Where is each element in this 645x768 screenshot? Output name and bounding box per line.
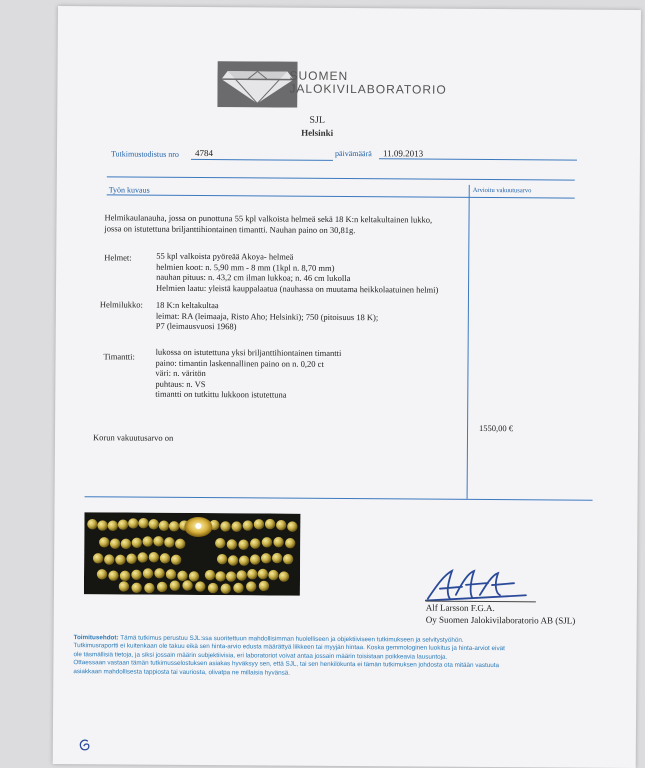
lukko-line: P7 (leimausvuosi 1968) [155,320,237,332]
handwritten-mark-icon [77,738,93,752]
pearl [238,539,248,549]
pearl [259,581,269,591]
pearl [226,571,236,581]
pearl [144,583,154,593]
pearl [159,521,169,531]
lab-abbrev: SJL [309,114,326,126]
pearl [262,537,272,547]
pearl [246,581,256,591]
description-line: jossa on istutettuna briljanttihiontainen timantti. Nauhan paino on 30,81g. [104,222,356,235]
pearl [261,553,271,563]
pearl [215,571,225,581]
logo-line1: SUOMEN [289,68,349,84]
helmet-details [156,251,439,295]
insurance-value-amount: 1550,00 € [479,422,514,434]
pearl [119,581,129,591]
pearl [258,569,268,579]
signer-name: Alf Larsson F.G.A. [425,602,495,614]
pearl [177,571,187,581]
pearl [217,554,227,564]
pearl [189,571,199,581]
lukko-line: leimat: RA (leimaaja, Risto Aho; Helsinki); 750 (pitoisuus 18 K); [155,310,379,322]
pearl [110,538,120,548]
pearl [220,521,230,531]
pearl [279,571,289,581]
pearl [254,519,264,529]
terms-text: Tämä tutkimus perustuu SJL:ssa suoritettuun mahdollisimman huolelliseen ja objektiiviseen tutkimukseen ja selvitystyöhön. [120,634,464,644]
timantti-line: puhtaus: n. VS [155,378,206,389]
pearl [115,555,125,565]
pearl [128,518,138,528]
pearl [153,536,163,546]
cert-number-underline [191,159,333,161]
pearl [221,583,231,593]
pearl [169,521,179,531]
sjl-logo [217,61,517,109]
pearl [195,581,205,591]
item-description [104,212,432,235]
pearl [287,521,297,531]
pearl [99,537,109,547]
pearl [97,569,107,579]
terms-block [73,634,633,680]
pearl-necklace-image [84,512,301,596]
pearl [205,570,215,580]
pearl [243,520,253,530]
pearl [215,538,225,548]
pearl [250,538,260,548]
pearl [138,518,148,528]
pearl [182,580,192,590]
pearl [171,555,181,565]
pearl [142,536,152,546]
pearl [233,583,243,593]
pearl [231,521,241,531]
pearl [121,539,131,549]
lukko-line: 18 K:n keltakultaa [155,299,219,311]
terms-label: Toimitusehdot: [73,634,119,642]
col-header-description: Työn kuvaus [108,185,150,195]
pearl [126,554,136,564]
pearl [93,553,103,563]
pearl [104,554,114,564]
pearl [164,537,174,547]
terms-line: Tutkimusraportti ei kuitenkaan ole takuu eikä sen hinta-arvio edusta määrättyä liikkeen tai myyjän hintaa. Koska gemmologinen luokitus ja hinta-arviot eivät [73,642,505,653]
pearl [285,538,295,548]
pearl [228,555,238,565]
pearl [108,521,118,531]
pearl [120,571,130,581]
date-label: päivämäärä [334,148,372,159]
signer-company: Oy Suomen Jalokivilaboratorio AB (SJL) [425,614,576,626]
pearl [149,552,159,562]
lukko-details [156,300,379,333]
helmet-line: 55 kpl valkoista pyöreää Akoya- helmeä [156,250,294,262]
pearl [108,570,118,580]
timantti-line: lukossa on istutettuna yksi briljanttihiontainen timantti [155,346,342,358]
pearl [276,520,286,530]
terms-line: asiakkaan mahdollisesta tappiosta tai vauriosta, olivatpa ne millaisia hyvänsä. [73,667,291,677]
pearl [283,554,293,564]
pearl [154,568,164,578]
table-bottom-rule [85,496,593,501]
pearl [170,580,180,590]
pearl [237,570,247,580]
pearl [137,552,147,562]
pearl [97,520,107,530]
pearl [268,570,278,580]
lukko-label: Helmilukko: [99,299,143,310]
pearl [247,569,257,579]
signature-mark-icon [422,565,532,606]
pearl [265,519,275,529]
pearl [160,553,170,563]
lab-city: Helsinki [301,127,334,138]
col-header-value: Arvioitu vakuutusarvo [472,186,532,195]
pearl [239,555,249,565]
pearl [175,539,185,549]
helmet-line: helmien koot: n. 5,90 mm - 8 mm (1kpl n. 8,70 mm) [156,261,335,273]
date-underline [379,158,577,160]
pearl [118,519,128,529]
pearl [148,519,158,529]
timantti-label: Timantti: [103,351,135,362]
timantti-line: väri: n. väritön [155,367,206,379]
timantti-details [155,347,341,401]
diamond [195,523,201,529]
table-column-divider [467,185,470,499]
timantti-line: paino: timantin laskennallinen paino on n. 0,20 ct [155,357,324,369]
table-top-rule [107,176,575,180]
description-line: Helmikaulanauha, jossa on punottuna 55 kpl valkoista helmeä sekä 18 K:n keltakultainen lukko, [104,212,433,225]
pearl [272,553,282,563]
cert-number-value: 4784 [194,147,214,159]
logo-line2: JALOKIVILABORATORIO [289,81,447,97]
helmet-line: nauhan pituus: n. 43,2 cm ilman lukkoa; n. 46 cm lukolla [156,271,351,284]
pearl [157,582,167,592]
certificate-paper [53,6,641,768]
pearl [143,568,153,578]
pearl [273,537,283,547]
pearl-necklace-photo [84,512,301,596]
pearl [250,554,260,564]
terms-line: ole täsmällisiä tietoja, ja siksi jossain määrin subjektiivisia, eri laboratoriot voivat antaa jossain määrin toisistaan poikkeavia lausuntoja. [73,650,448,661]
pearl [208,583,218,593]
pearl [227,539,237,549]
date-value: 11.09.2013 [382,148,424,159]
timantti-line: timantti on tutkittu lukkoon istutettuna [155,388,287,400]
pearl [131,583,141,593]
cert-number-label: Tutkimustodistus nro [110,149,179,159]
insurance-value-label: Korun vakuutusarvo on [92,432,174,443]
gem-logo-icon [217,61,297,108]
pearl [131,570,141,580]
terms-line: Ottaessaan vastaan tämän tutkimusselostuksen asiakas hyväksyy sen, että SJL, tai sen henkilökunta ei tämän tutkimuksen johdosta ota mitään vastuuta [73,659,500,670]
table-header-rule [107,194,575,198]
pearl [166,569,176,579]
pearl [87,519,97,529]
pearl [132,538,142,548]
helmet-label: Helmet: [104,252,132,263]
helmet-line: Helmien laatu: yleistä kauppalaatua (nauhassa on muutama heikkolaatuinen helmi) [156,282,439,295]
